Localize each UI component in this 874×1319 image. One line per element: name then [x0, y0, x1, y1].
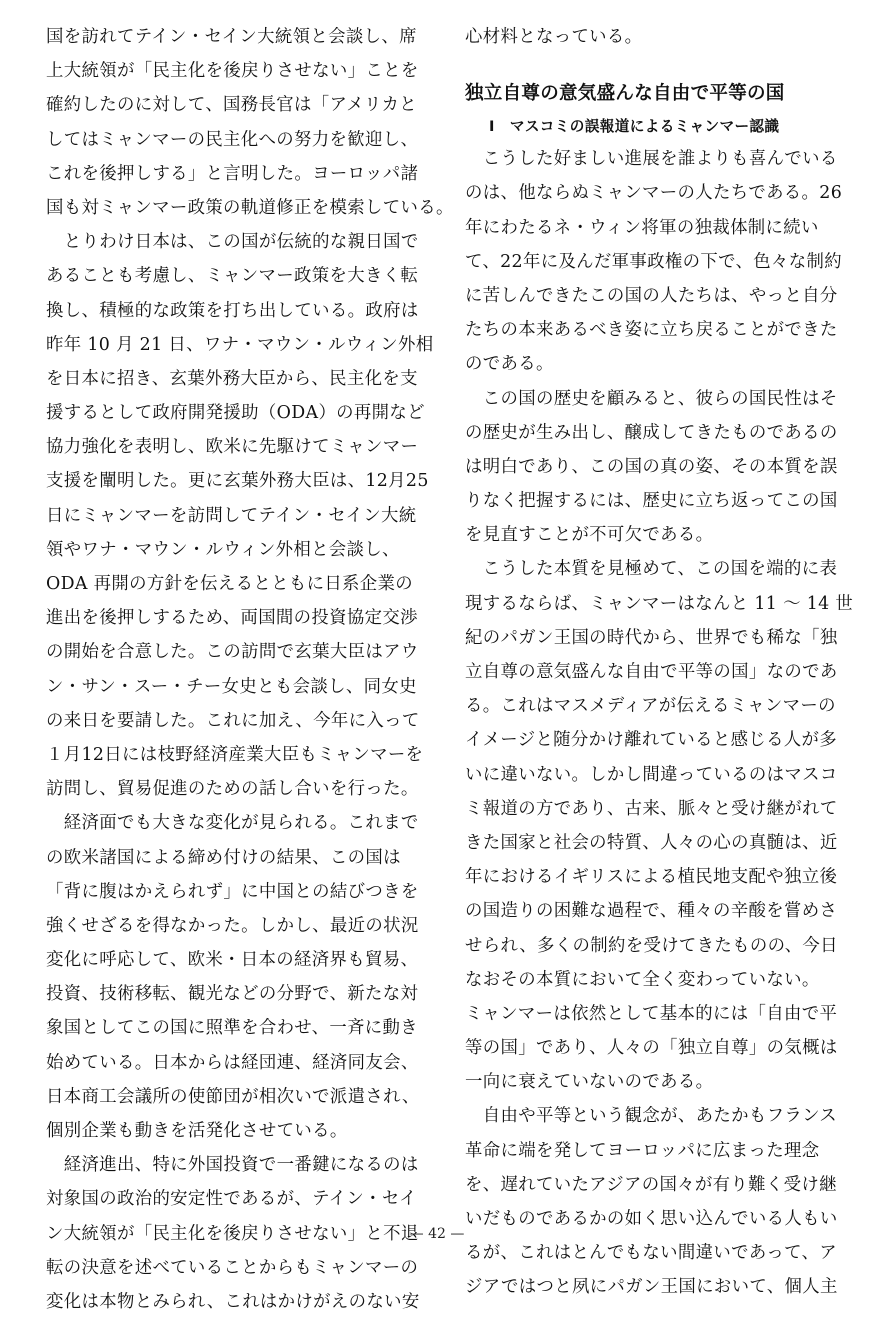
text-line: この国の歴史を顧みると、彼らの国民性はそ — [465, 388, 838, 409]
text-line: 「背に腹はかえられず」に中国との結びつきを — [46, 881, 419, 902]
text-line: る。これはマスメディアが伝えるミャンマーの — [465, 696, 836, 717]
section-heading: 独立自尊の意気盛んな自由で平等の国 — [465, 83, 785, 105]
text-line: 国を訪れてテイン・セイン大統領と会談し、席 — [46, 27, 417, 47]
text-line: 個別企業も動きを活発化させている。 — [46, 1121, 348, 1141]
text-line: ODA 再開の方針を伝えるとともに日系企業の — [46, 574, 414, 594]
text-line: の国造りの困難な過程で、種々の辛酸を嘗めさ — [465, 901, 838, 922]
text-line: のである。 — [465, 354, 554, 375]
text-line: 紀のパガン王国の時代から、世界でも稀な「独 — [465, 627, 838, 648]
text-line: 立自尊の意気盛んな自由で平等の国」なのであ — [465, 662, 838, 682]
text-line: こうした好ましい進展を誰よりも喜んでいる — [465, 149, 838, 170]
text-line: のは、他ならぬミャンマーの人たちである。26 — [465, 183, 843, 204]
text-line: ン大統領が「民主化を後戻りさせない」と不退 — [46, 1223, 419, 1244]
text-line: 換し、積極的な政策を打ち出している。政府は — [46, 300, 419, 321]
text-line: ミ報道の方であり、古来、脈々と受け継がれて — [465, 798, 838, 819]
text-line: １月12日には枝野経済産業大臣もミャンマーを — [46, 744, 424, 765]
text-line: るが、これはとんでもない間違いであって、ア — [465, 1243, 838, 1264]
text-line: 支援を闡明した。更に玄葉外務大臣は、12月25 — [46, 471, 429, 492]
text-line: 援するとして政府開発援助（ODA）の再開など — [46, 403, 425, 424]
text-line: 協力強化を表明し、欧米に先駆けてミャンマー — [46, 437, 419, 458]
text-line: 日本商工会議所の使節団が相次いで派遣され、 — [46, 1086, 420, 1107]
text-line: きた国家と社会の特質、人々の心の真髄は、近 — [465, 832, 838, 853]
text-line: 変化に呼応して、欧米・日本の経済界も貿易、 — [46, 950, 419, 971]
text-line: 年におけるイギリスによる植民地支配や独立後 — [465, 867, 838, 888]
text-line: とりわけ日本は、この国が伝統的な親日国で — [46, 232, 419, 253]
text-line: こうした本質を見極めて、この国を端的に表 — [465, 559, 838, 580]
text-line: 年にわたるネ・ウィン将軍の独裁体制に続い — [465, 217, 819, 238]
text-line: せられ、多くの制約を受けてきたものの、今日 — [465, 935, 838, 956]
text-line: を見直すことが不可欠である。 — [465, 525, 714, 546]
text-line: ン・サン・スー・チー女史とも会談し、同女史 — [46, 676, 417, 697]
subsection-heading: Ⅰ マスコミの誤報道によるミャンマー認識 — [489, 118, 780, 136]
text-line: を、遅れていたアジアの国々が有り難く受け継 — [465, 1174, 837, 1195]
text-line: 経済進出、特に外国投資で一番鍵になるのは — [46, 1155, 419, 1176]
text-line: 変化は本物とみられ、これはかけがえのない安 — [46, 1291, 420, 1312]
text-line: 転の決意を述べていることからもミャンマーの — [46, 1257, 419, 1278]
text-line: 進出を後押しするため、両国間の投資協定交渉 — [46, 608, 418, 629]
page-number: — 42 — — [409, 1226, 465, 1242]
text-line: を日本に招き、玄葉外務大臣から、民主化を支 — [46, 368, 418, 389]
text-line: 昨年 10 月 21 日、ワナ・マウン・ルウィン外相 — [46, 334, 434, 355]
text-line: の歴史が生み出し、醸成してきたものであるの — [465, 422, 838, 443]
text-line: の欧米諸国による締め付けの結果、この国は — [46, 847, 401, 868]
text-line: は明白であり、この国の真の姿、その本質を誤 — [465, 456, 838, 477]
text-line: 経済面でも大きな変化が見られる。これまで — [46, 813, 419, 834]
text-line: 確約したのに対して、国務長官は「アメリカと — [46, 95, 417, 116]
section-spacer — [465, 54, 829, 76]
text-line: なおその本質において全く変わっていない。 — [465, 969, 820, 990]
text-line: 革命に端を発してヨーロッパに広まった理念 — [465, 1140, 820, 1161]
text-line: 対象国の政治的安定性であるが、テイン・セイ — [46, 1189, 417, 1210]
text-line: ジアではつと夙にパガン王国において、個人主 — [465, 1277, 838, 1298]
text-line: 等の国」であり、人々の「独立自尊」の気概は — [465, 1038, 838, 1059]
text-line: 心材料となっている。 — [465, 27, 643, 47]
text-line: 象国としてこの国に照準を合わせ、一斉に動き — [46, 1018, 419, 1039]
text-line: 日にミャンマーを訪問してテイン・セイン大統 — [46, 505, 417, 526]
text-line: 投資、技術移転、観光などの分野で、新たな対 — [46, 984, 419, 1005]
text-line: の来日を要請した。これに加え、今年に入って — [46, 710, 420, 731]
text-line: ミャンマーは依然として基本的には「自由で平 — [465, 1003, 838, 1024]
text-line: 始めている。日本からは経団連、経済同友会、 — [46, 1052, 419, 1073]
text-line: 訪問し、貿易促進のための話し合いを行った。 — [46, 779, 419, 800]
text-line: 一向に衰えていないのである。 — [465, 1072, 714, 1093]
text-line: の開始を合意した。この訪問で玄葉大臣はアウ — [46, 642, 419, 663]
text-line: 強くせざるを得なかった。しかし、最近の状況 — [46, 915, 419, 936]
text-line: あることも考慮し、ミャンマー政策を大きく転 — [46, 266, 419, 287]
text-line: 国も対ミャンマー政策の軌道修正を模索している。 — [46, 197, 454, 218]
text-line: 上大統領が「民主化を後戻りさせない」ことを — [46, 61, 419, 82]
text-line: て、22年に及んだ軍事政権の下で、色々な制約 — [465, 251, 842, 272]
text-line: これを後押しする」と言明した。ヨーロッパ諸 — [46, 163, 419, 184]
text-line: 自由や平等という観念が、あたかもフランス — [465, 1106, 838, 1127]
text-line: いに違いない。しかし間違っているのはマスコ — [465, 764, 838, 785]
text-line: に苦しんできたこの国の人たちは、やっと自分 — [465, 285, 838, 306]
text-line: イメージと随分かけ離れていると感じる人が多 — [465, 730, 838, 751]
text-line: いだものであるかの如く思い込んでいる人もい — [465, 1209, 838, 1229]
text-line: 領やワナ・マウン・ルウィン外相と会談し、 — [46, 539, 400, 560]
text-line: たちの本来あるべき姿に立ち戻ることができた — [465, 320, 838, 341]
text-line: 現するならば、ミャンマーはなんと 11 ～ 14 世 — [465, 593, 854, 614]
right-column — [465, 20, 854, 1305]
text-line: りなく把握するには、歴史に立ち返ってこの国 — [465, 491, 838, 512]
text-line: してはミャンマーの民主化への努力を歓迎し、 — [46, 129, 419, 150]
